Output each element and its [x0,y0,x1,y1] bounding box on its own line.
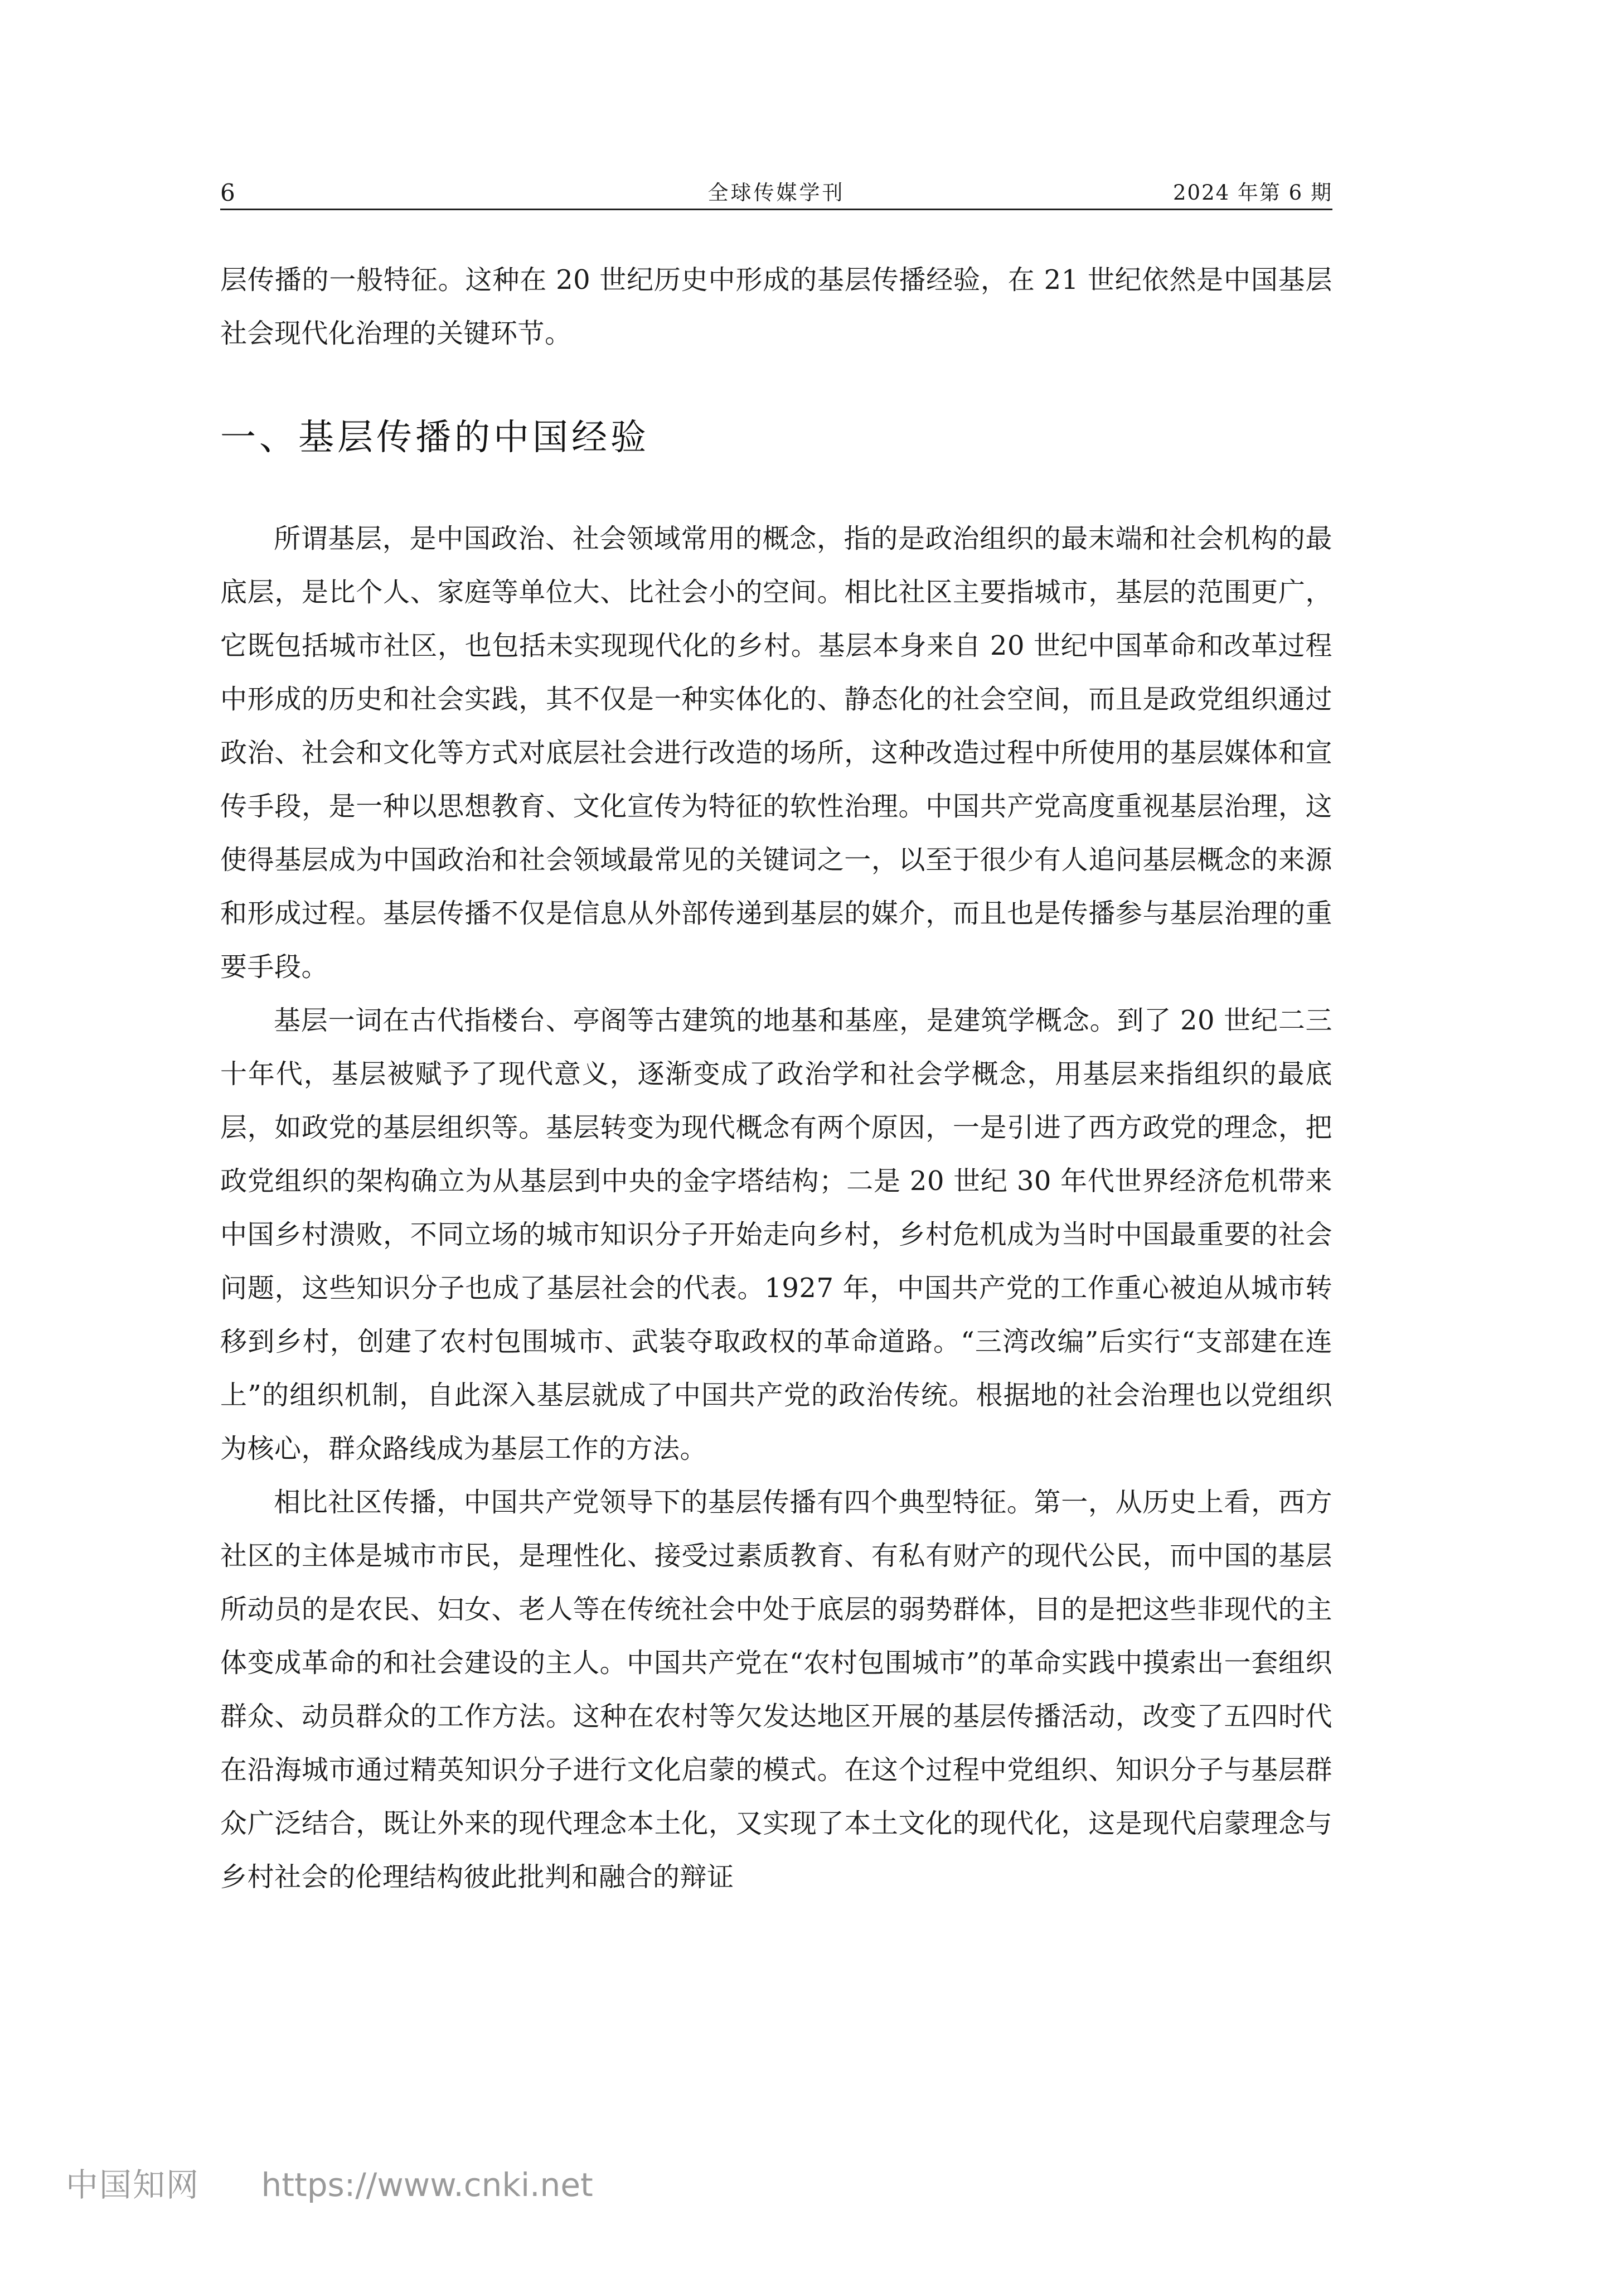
section-heading: 一、基层传播的中国经验 [220,417,649,458]
paragraph: 基层一词在古代指楼台、亭阁等古建筑的地基和基座，是建筑学概念。到了 20 世纪二三十年代，基层被赋予了现代意义，逐渐变成了政治学和社会学概念，用基层来指组织的最底层，如政党的基层组织等。基层转变为现代概念有两个原因，一是引进了西方政党的理念，把政党组织的架构确立为从基层到中央的金字塔结构；二是 20 世纪 30 年代世界经济危机带来中国乡村溃败，不同立场的城市知识分子开始走向乡村，乡村危机成为当时中国最重要的社会问题，这些知识分子也成了基层社会的代表。1927 年，中国共产党的工作重心被迫从城市转移到乡村，创建了农村包围城市、武装夺取政权的革命道路。“三湾改编”后实行“支部建在连上”的组织机制，自此深入基层就成了中国共产党的政治传统。根据地的社会治理也以党组织为核心，群众路线成为基层工作的方法。 [220,1005,1332,1464]
cnki-logo-text: 中国知网 [66,2166,200,2204]
continuation-text [220,253,1332,360]
cnki-watermark [66,2163,593,2207]
paragraph: 相比社区传播，中国共产党领导下的基层传播有四个典型特征。第一，从历史上看，西方社区的主体是城市市民，是理性化、接受过素质教育、有私有财产的现代公民，而中国的基层所动员的是农民、妇女、老人等在传统社会中处于底层的弱势群体，目的是把这些非现代的主体变成革命的和社会建设的主人。中国共产党在“农村包围城市”的革命实践中摸索出一套组织群众、动员群众的工作方法。这种在农村等欠发达地区开展的基层传播活动，改变了五四时代在沿海城市通过精英知识分子进行文化启蒙的模式。在这个过程中党组织、知识分子与基层群众广泛结合，既让外来的现代理念本土化，又实现了本土文化的现代化，这是现代启蒙理念与乡村社会的伦理结构彼此批判和融合的辩证 [220,1487,1332,1893]
continuation-paragraph: 层传播的一般特征。这种在 20 世纪历史中形成的基层传播经验，在 21 世纪依然是中国基层社会现代化治理的关键环节。 [220,264,1332,349]
page-number: 6 [220,179,235,206]
running-header [220,177,1332,210]
section-body [220,512,1332,1904]
issue-label: 2024 年第 6 期 [1173,181,1332,205]
journal-name: 全球传媒学刊 [707,181,845,205]
cnki-url: https://www.cnki.net [261,2166,593,2204]
paragraph: 所谓基层，是中国政治、社会领域常用的概念，指的是政治组织的最末端和社会机构的最底层，是比个人、家庭等单位大、比社会小的空间。相比社区主要指城市，基层的范围更广，它既包括城市社区，也包括未实现现代化的乡村。基层本身来自 20 世纪中国革命和改革过程中形成的历史和社会实践，其不仅是一种实体化的、静态化的社会空间，而且是政党组织通过政治、社会和文化等方式对底层社会进行改造的场所，这种改造过程中所使用的基层媒体和宣传手段，是一种以思想教育、文化宣传为特征的软性治理。中国共产党高度重视基层治理，这使得基层成为中国政治和社会领域最常见的关键词之一，以至于很少有人追问基层概念的来源和形成过程。基层传播不仅是信息从外部传递到基层的媒介，而且也是传播参与基层治理的重要手段。 [220,523,1332,983]
